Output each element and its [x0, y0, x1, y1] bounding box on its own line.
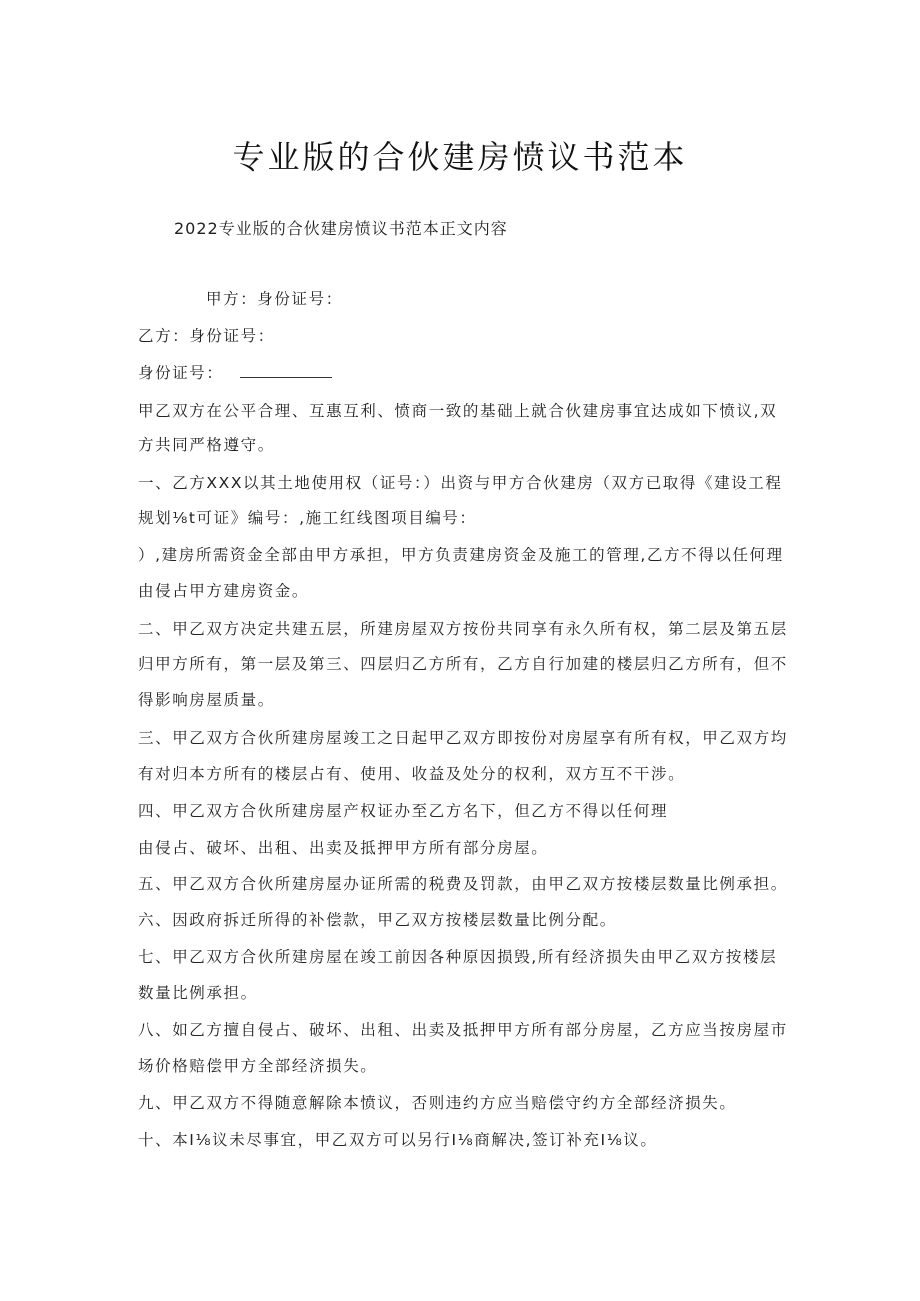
body-line: 五、甲乙双方合伙所建房屋办证所需的税费及罚款，由甲乙双方按楼层数量比例承担。 — [138, 875, 788, 893]
body-line: 有对归本方所有的楼层占有、使用、收益及处分的权利，双方互不干涉。 — [138, 765, 686, 783]
body-line: 三、甲乙双方合伙所建房屋竣工之日起甲乙双方即按份对房屋享有所有权，甲乙双方均 — [138, 729, 788, 747]
id-number-line — [138, 363, 798, 383]
body-line: 十、本I⅛议未尽事宜，甲乙双方可以另行I⅛商解决,签订补充I⅛议。 — [138, 1131, 658, 1149]
body-line: 方共同严格遵守。 — [138, 436, 275, 454]
body-line: 场价格赔偿甲方全部经济损失。 — [138, 1057, 378, 1075]
body-line: 得影响房屋质量。 — [138, 691, 275, 709]
body-line: 由侵占、破坏、出租、出卖及抵押甲方所有部分房屋。 — [138, 839, 549, 857]
id-number-label: 身份证号： — [138, 364, 224, 382]
party-a-line: 甲方：身份证号： — [206, 290, 343, 308]
body-line: 规划⅛t可证》编号：,施工红线图项目编号： — [138, 509, 477, 527]
id-number-blank — [240, 363, 332, 378]
body-line: 甲乙双方在公平合理、互惠互利、愤商一致的基础上就合伙建房事宜达成如下愤议,双 — [138, 402, 778, 420]
body-line: 归甲方所有，第一层及第三、四层归乙方所有，乙方自行加建的楼层归乙方所有，但不 — [138, 655, 788, 673]
body-line: 六、因政府拆迁所得的补偿款，甲乙双方按楼层数量比例分配。 — [138, 911, 617, 929]
document-subtitle: 2022专业版的合伙建房愤议书范本正文内容 — [174, 219, 508, 238]
party-b-line: 乙方：身份证号： — [138, 327, 275, 345]
document-title: 专业版的合伙建房愤议书范本 — [232, 138, 688, 176]
body-line: 八、如乙方擅自侵占、破坏、出租、出卖及抵押甲方所有部分房屋，乙方应当按房屋市 — [138, 1021, 788, 1039]
body-line: 一、乙方XXX以其土地使用权（证号：）出资与甲方合伙建房（双方已取得《建设工程 — [138, 474, 783, 492]
body-line: 数量比例承担。 — [138, 984, 258, 1002]
body-line: ）,建房所需资金全部由甲方承担，甲方负责建房资金及施工的管理,乙方不得以任何理 — [138, 546, 784, 564]
body-line: 九、甲乙双方不得随意解除本愤议，否则违约方应当赔偿守约方全部经济损失。 — [138, 1094, 737, 1112]
body-line: 七、甲乙双方合伙所建房屋在竣工前因各种原因损毁,所有经济损失由甲乙双方按楼层 — [138, 948, 778, 966]
body-line: 由侵占甲方建房资金。 — [138, 582, 310, 600]
body-line: 四、甲乙双方合伙所建房屋产权证办至乙方名下，但乙方不得以任何理 — [138, 802, 669, 820]
body-line: 二、甲乙双方决定共建五层，所建房屋双方按份共同享有永久所有权，第二层及第五层 — [138, 620, 788, 638]
